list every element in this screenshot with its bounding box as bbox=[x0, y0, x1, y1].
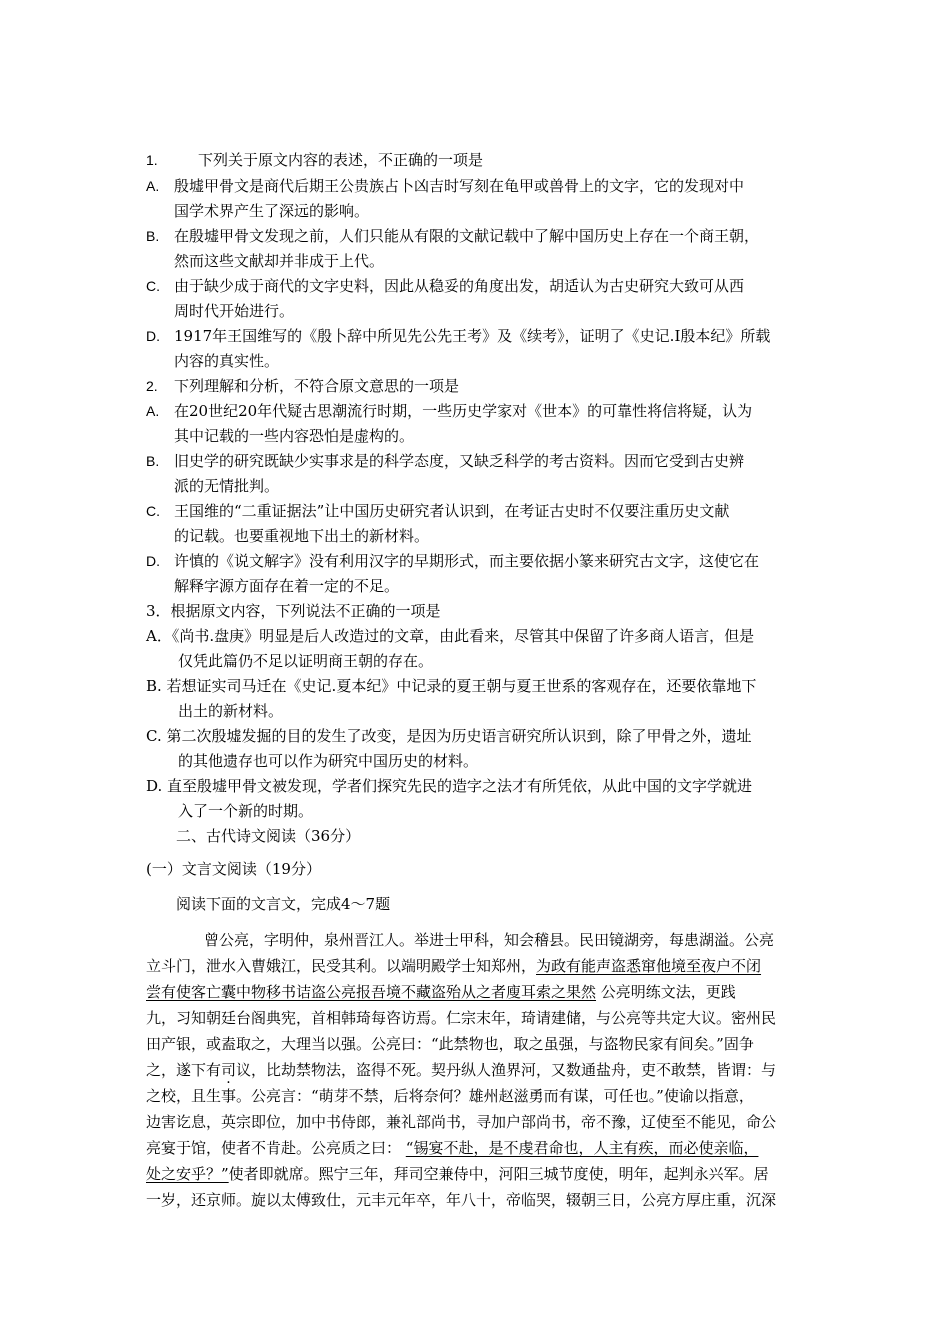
option-text: 入了一个新的时期。 bbox=[178, 802, 314, 820]
option-text: 内容的真实性。 bbox=[174, 352, 280, 370]
passage-text bbox=[146, 956, 761, 976]
option-text: 派的无情批判。 bbox=[174, 477, 280, 495]
passage-text: 田产银，或盍取之，大理当以强。公亮曰：“此禁物也，取之虽强，与盗物民家有间矣。”固争 bbox=[146, 1035, 754, 1053]
option-label: D. bbox=[146, 553, 160, 569]
underlined-sentence: 处之安乎？” bbox=[146, 1165, 229, 1183]
passage-segment: 立斗门，泄水入曹娥江，民受其利。以端明殿学士知郑州， bbox=[146, 957, 537, 975]
option-text: 在殷墟甲骨文发现之前，人们只能从有限的文献记载中了解中国历史上存在一个商王朝， bbox=[174, 227, 760, 245]
q2-number: 2. bbox=[146, 378, 158, 394]
option-text: 然而这些文献却并非成于上代。 bbox=[174, 252, 385, 270]
option-text: 周时代开始进行。 bbox=[174, 302, 295, 320]
option-text: 在20世纪20年代疑古思潮流行时期，一些历史学家对《世本》的可靠性将信将疑，认为 bbox=[174, 402, 753, 420]
instruction-text: 阅读下面的文言文，完成4〜7题 bbox=[176, 895, 391, 913]
passage-text bbox=[146, 1138, 758, 1158]
q1-number: 1. bbox=[146, 152, 158, 168]
passage-text: 一岁，还京师。旋以太傅致仕，元丰元年卒，年八十，帝临哭，辍朝三日，公亮方厚庄重，沉深 bbox=[146, 1191, 777, 1209]
option-label: C. bbox=[146, 503, 160, 519]
dotted-character: 司 bbox=[221, 1061, 237, 1079]
option-text: 其中记载的一些内容恐怕是虚构的。 bbox=[174, 427, 415, 445]
option-text: 许慎的《说文解字》没有利用汉字的早期形式，而主要依据小篆来研究古文字，这使它在 bbox=[174, 552, 760, 570]
q2-stem: 下列理解和分析，不符合原文意思的一项是 bbox=[174, 377, 460, 395]
passage-text: 边害讫息，英宗即位，加中书侍郎，兼礼部尚书，寻加户部尚书，帝不豫，辽使至不能见，命公 bbox=[146, 1113, 777, 1131]
option-text: B. 若想证实司马迁在《史记.夏本纪》中记录的夏王朝与夏王世系的客观存在，还要依靠地下 bbox=[146, 677, 757, 695]
q3-stem: 3．根据原文内容，下列说法不正确的一项是 bbox=[146, 602, 441, 620]
passage-text: 九，习知朝廷台阁典宪，首相韩琦每咨访焉。仁宗末年，琦请建储，与公亮等共定大议。密州民 bbox=[146, 1009, 777, 1027]
option-text: 的其他遗存也可以作为研究中国历史的材料。 bbox=[178, 752, 479, 770]
subsection-title: (一）文言文阅读（19分） bbox=[146, 860, 321, 878]
option-text: 仅凭此篇仍不足以证明商王朝的存在。 bbox=[178, 652, 434, 670]
passage-segment: 亮宴于馆，使者不肯赴。公亮质之曰： bbox=[146, 1139, 406, 1157]
passage-segment: 议，比劫禁物法，盗得不死。契丹纵人渔界河，又数通盐舟，吏不敢禁，皆谓：与 bbox=[236, 1061, 777, 1079]
option-text: A．《尚书.盘庚》明显是后人改造过的文章，由此看来，尽管其中保留了许多商人语言，但是 bbox=[146, 627, 755, 645]
option-label: A. bbox=[146, 178, 160, 194]
option-text: 由于缺少成于商代的文字史料，因此从稳妥的角度出发，胡适认为古史研究大致可从西 bbox=[174, 277, 745, 295]
passage-segment: 之，遂下有 bbox=[146, 1061, 222, 1079]
passage-segment: 使者即就席。熙宁三年，拜司空兼侍中，河阳三城节度使，明年，起判永兴军。居 bbox=[228, 1165, 769, 1183]
underlined-sentence: “锡宴不赴，是不虔君命也，人主有疾，而必使亲临， bbox=[405, 1139, 759, 1157]
option-text: 解释字源方面存在着一定的不足。 bbox=[174, 577, 400, 595]
passage-text bbox=[146, 1060, 776, 1080]
option-text: 王国维的“二重证据法”让中国历史研究者认识到，在考证古史时不仅要注重历史文献 bbox=[174, 502, 730, 520]
option-text: 出土的新材料。 bbox=[178, 702, 284, 720]
underlined-sentence: 尝有使客亡囊中物移书诘盗公亮报吾境不藏盗殆从之者廋耳索之果然 bbox=[146, 983, 597, 1001]
passage-text bbox=[146, 982, 736, 1002]
passage-text bbox=[146, 1164, 769, 1184]
option-text: C. 第二次殷墟发掘的目的发生了改变，是因为历史语言研究所认识到，除了甲骨之外，遗址 bbox=[146, 727, 752, 745]
section-title: 二、古代诗文阅读（36分） bbox=[176, 827, 361, 845]
option-label: C. bbox=[146, 278, 160, 294]
option-label: D. bbox=[146, 328, 160, 344]
passage-segment: 公亮明练文法，更践 bbox=[596, 983, 736, 1001]
option-label: B. bbox=[146, 453, 160, 469]
option-text: 殷墟甲骨文是商代后期王公贵族占卜凶吉时写刻在龟甲或兽骨上的文字，它的发现对中 bbox=[174, 177, 745, 195]
q1-stem: 下列关于原文内容的表述，不正确的一项是 bbox=[198, 151, 484, 169]
option-text: 1917年王国维写的《殷卜辞中所见先公先王考》及《续考》，证明了《史记.I殷本纪》所载 bbox=[174, 327, 771, 345]
option-text: 的记载。也要重视地下出土的新材料。 bbox=[174, 527, 430, 545]
passage-text: 之校，且生事。公亮言：“萌芽不禁，后将奈何？雄州赵滋勇而有谋，可任也。”使谕以指意， bbox=[146, 1087, 754, 1105]
option-label: B. bbox=[146, 228, 160, 244]
option-text: D. 直至殷墟甲骨文被发现，学者们探究先民的造字之法才有所凭依，从此中国的文字学就进 bbox=[146, 777, 753, 795]
option-text: 国学术界产生了深远的影响。 bbox=[174, 202, 370, 220]
option-label: A. bbox=[146, 403, 160, 419]
option-text: 旧史学的研究既缺少实事求是的科学态度，又缺乏科学的考古资料。因而它受到古史辨 bbox=[174, 452, 745, 470]
passage-text: 曾公亮，字明仲，泉州晋江人。举进士甲科，知会稽县。民田镜湖旁，每患湖溢。公亮 bbox=[204, 931, 775, 949]
underlined-sentence: 为政有能声盗悉窜他境至夜户不闭 bbox=[536, 957, 762, 975]
